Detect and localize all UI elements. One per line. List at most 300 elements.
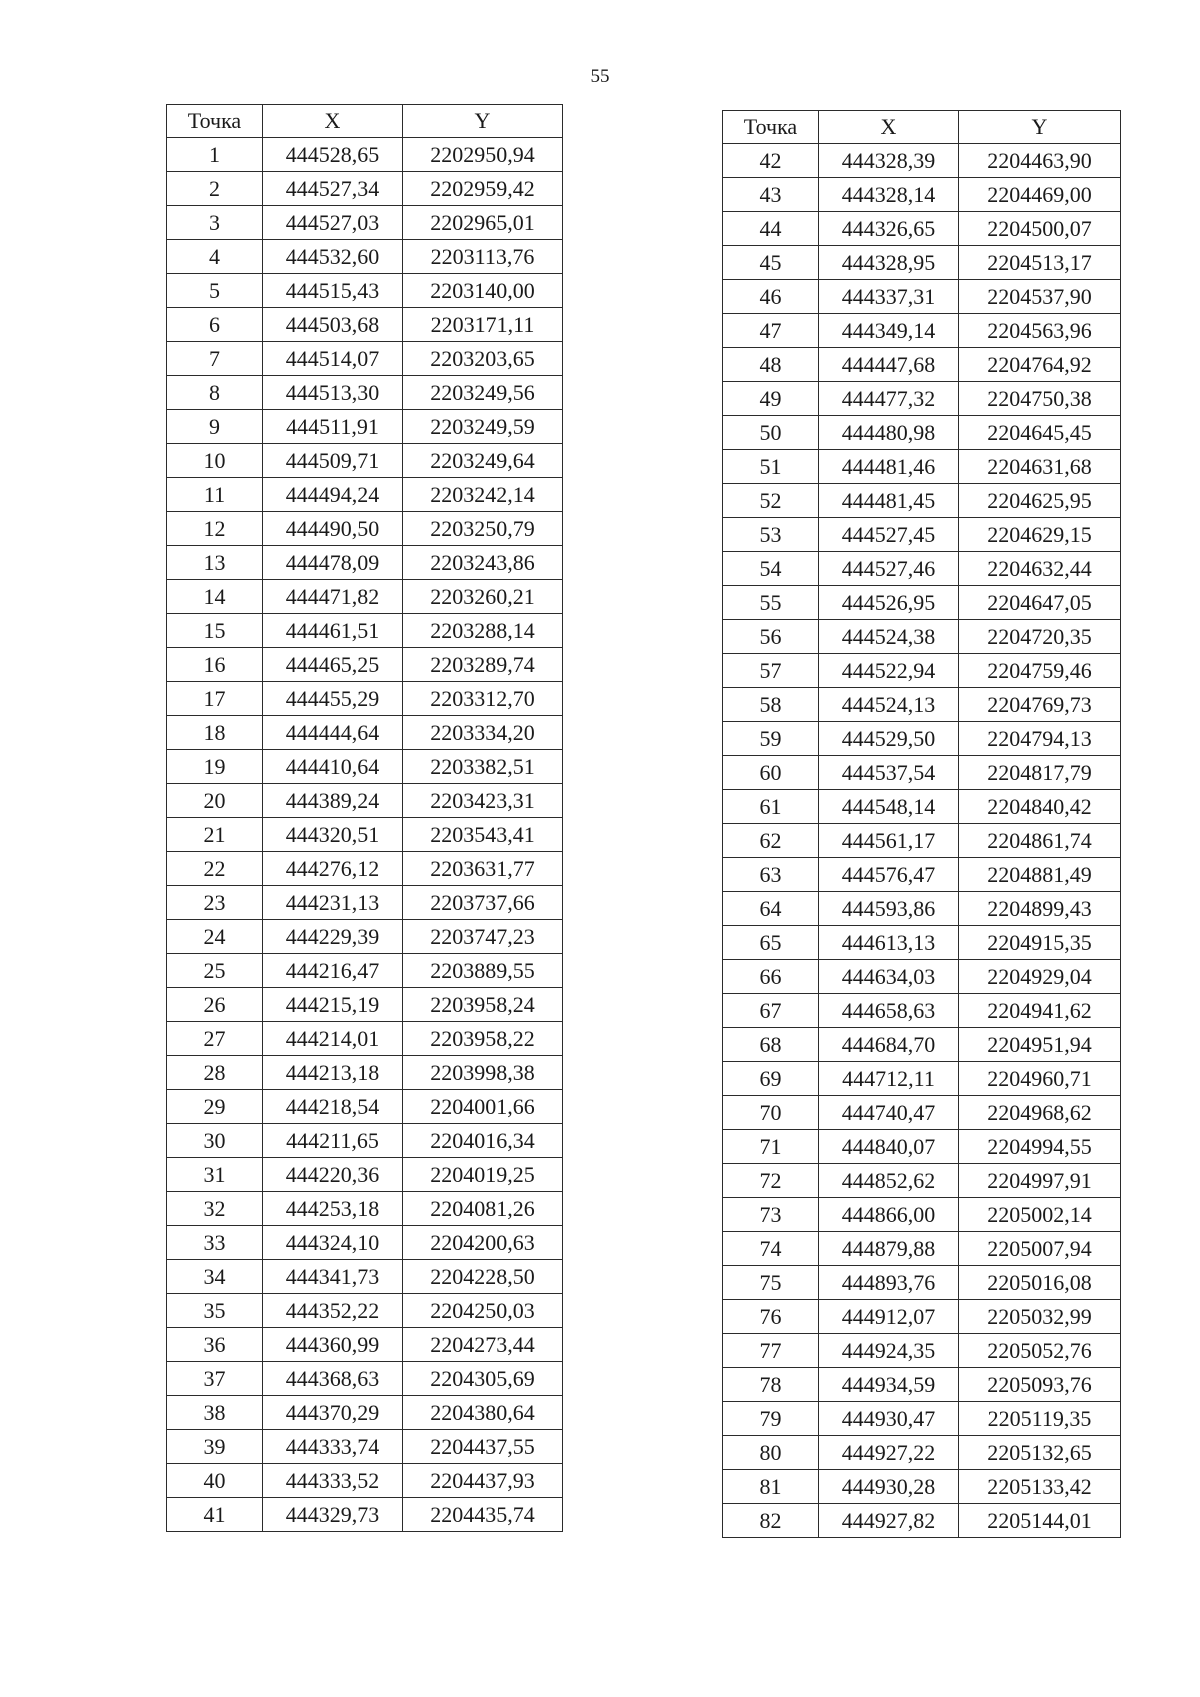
point-cell: 3 (167, 206, 263, 240)
x-cell: 444216,47 (263, 954, 403, 988)
table-row (167, 1022, 563, 1056)
table-row (167, 784, 563, 818)
y-cell: 2204250,03 (403, 1294, 563, 1328)
x-cell: 444537,54 (819, 756, 959, 790)
x-cell: 444840,07 (819, 1130, 959, 1164)
x-cell: 444220,36 (263, 1158, 403, 1192)
y-cell: 2204463,90 (959, 144, 1121, 178)
point-cell: 69 (723, 1062, 819, 1096)
y-cell: 2205133,42 (959, 1470, 1121, 1504)
y-cell: 2204437,93 (403, 1464, 563, 1498)
y-cell: 2203289,74 (403, 648, 563, 682)
table-row (723, 994, 1121, 1028)
x-cell: 444658,63 (819, 994, 959, 1028)
y-cell: 2204817,79 (959, 756, 1121, 790)
x-cell: 444503,68 (263, 308, 403, 342)
x-cell: 444410,64 (263, 750, 403, 784)
table-row (167, 1362, 563, 1396)
point-cell: 78 (723, 1368, 819, 1402)
x-cell: 444548,14 (819, 790, 959, 824)
table-row (723, 586, 1121, 620)
x-cell: 444368,63 (263, 1362, 403, 1396)
table-row (723, 960, 1121, 994)
y-cell: 2204769,73 (959, 688, 1121, 722)
y-cell: 2204994,55 (959, 1130, 1121, 1164)
table-row (167, 1294, 563, 1328)
table-row (167, 886, 563, 920)
y-cell: 2203998,38 (403, 1056, 563, 1090)
x-cell: 444333,74 (263, 1430, 403, 1464)
table-row (167, 954, 563, 988)
point-cell: 48 (723, 348, 819, 382)
point-cell: 18 (167, 716, 263, 750)
x-cell: 444927,82 (819, 1504, 959, 1538)
y-cell: 2205093,76 (959, 1368, 1121, 1402)
point-cell: 79 (723, 1402, 819, 1436)
y-cell: 2204625,95 (959, 484, 1121, 518)
table-row (723, 382, 1121, 416)
y-cell: 2204941,62 (959, 994, 1121, 1028)
point-cell: 23 (167, 886, 263, 920)
y-cell: 2204019,25 (403, 1158, 563, 1192)
x-cell: 444527,46 (819, 552, 959, 586)
header-y: Y (403, 105, 563, 138)
point-cell: 54 (723, 552, 819, 586)
table-row (167, 682, 563, 716)
point-cell: 46 (723, 280, 819, 314)
table-row (167, 546, 563, 580)
y-cell: 2203958,24 (403, 988, 563, 1022)
y-cell: 2204929,04 (959, 960, 1121, 994)
point-cell: 4 (167, 240, 263, 274)
y-cell: 2203423,31 (403, 784, 563, 818)
x-cell: 444524,38 (819, 620, 959, 654)
y-cell: 2203260,21 (403, 580, 563, 614)
table-row (167, 852, 563, 886)
point-cell: 42 (723, 144, 819, 178)
x-cell: 444511,91 (263, 410, 403, 444)
point-cell: 32 (167, 1192, 263, 1226)
x-cell: 444211,65 (263, 1124, 403, 1158)
y-cell: 2204881,49 (959, 858, 1121, 892)
y-cell: 2204647,05 (959, 586, 1121, 620)
x-cell: 444526,95 (819, 586, 959, 620)
table-header-row (167, 105, 563, 138)
point-cell: 33 (167, 1226, 263, 1260)
table-row (167, 580, 563, 614)
y-cell: 2204720,35 (959, 620, 1121, 654)
point-cell: 71 (723, 1130, 819, 1164)
x-cell: 444471,82 (263, 580, 403, 614)
x-cell: 444328,14 (819, 178, 959, 212)
y-cell: 2203249,56 (403, 376, 563, 410)
point-cell: 73 (723, 1198, 819, 1232)
table-row (167, 308, 563, 342)
x-cell: 444360,99 (263, 1328, 403, 1362)
point-cell: 5 (167, 274, 263, 308)
table-row (167, 1056, 563, 1090)
x-cell: 444465,25 (263, 648, 403, 682)
x-cell: 444527,34 (263, 172, 403, 206)
table-row (723, 552, 1121, 586)
table-row (167, 1464, 563, 1498)
y-cell: 2204750,38 (959, 382, 1121, 416)
table-row (723, 178, 1121, 212)
table-row (723, 484, 1121, 518)
y-cell: 2203958,22 (403, 1022, 563, 1056)
point-cell: 45 (723, 246, 819, 280)
table-row (167, 716, 563, 750)
point-cell: 30 (167, 1124, 263, 1158)
table-row (167, 818, 563, 852)
coordinates-table-left (166, 104, 563, 1532)
table-row (167, 1090, 563, 1124)
table-row (723, 1470, 1121, 1504)
y-cell: 2203250,79 (403, 512, 563, 546)
point-cell: 59 (723, 722, 819, 756)
y-cell: 2204228,50 (403, 1260, 563, 1294)
y-cell: 2204764,92 (959, 348, 1121, 382)
y-cell: 2203382,51 (403, 750, 563, 784)
x-cell: 444352,22 (263, 1294, 403, 1328)
table-row (167, 1430, 563, 1464)
point-cell: 56 (723, 620, 819, 654)
point-cell: 7 (167, 342, 263, 376)
table-row (723, 1096, 1121, 1130)
table-row (167, 172, 563, 206)
table-row (723, 144, 1121, 178)
y-cell: 2204305,69 (403, 1362, 563, 1396)
y-cell: 2204631,68 (959, 450, 1121, 484)
x-cell: 444927,22 (819, 1436, 959, 1470)
point-cell: 80 (723, 1436, 819, 1470)
x-cell: 444481,46 (819, 450, 959, 484)
point-cell: 28 (167, 1056, 263, 1090)
point-cell: 68 (723, 1028, 819, 1062)
point-cell: 27 (167, 1022, 263, 1056)
table-body-left (167, 138, 563, 1532)
table-row (167, 1158, 563, 1192)
y-cell: 2205016,08 (959, 1266, 1121, 1300)
y-cell: 2204759,46 (959, 654, 1121, 688)
y-cell: 2204081,26 (403, 1192, 563, 1226)
y-cell: 2204380,64 (403, 1396, 563, 1430)
y-cell: 2203889,55 (403, 954, 563, 988)
page-number: 55 (590, 66, 610, 87)
table-row (167, 1192, 563, 1226)
point-cell: 55 (723, 586, 819, 620)
y-cell: 2204840,42 (959, 790, 1121, 824)
x-cell: 444561,17 (819, 824, 959, 858)
x-cell: 444527,45 (819, 518, 959, 552)
point-cell: 65 (723, 926, 819, 960)
x-cell: 444370,29 (263, 1396, 403, 1430)
y-cell: 2203631,77 (403, 852, 563, 886)
table-body-right (723, 144, 1121, 1538)
table-row (167, 614, 563, 648)
x-cell: 444879,88 (819, 1232, 959, 1266)
point-cell: 82 (723, 1504, 819, 1538)
table-row (723, 1232, 1121, 1266)
table-row (167, 376, 563, 410)
x-cell: 444444,64 (263, 716, 403, 750)
y-cell: 2205144,01 (959, 1504, 1121, 1538)
y-cell: 2202950,94 (403, 138, 563, 172)
x-cell: 444328,95 (819, 246, 959, 280)
x-cell: 444320,51 (263, 818, 403, 852)
table-row (723, 654, 1121, 688)
y-cell: 2205007,94 (959, 1232, 1121, 1266)
x-cell: 444215,19 (263, 988, 403, 1022)
point-cell: 74 (723, 1232, 819, 1266)
table-row (723, 858, 1121, 892)
point-cell: 35 (167, 1294, 263, 1328)
y-cell: 2204794,13 (959, 722, 1121, 756)
x-cell: 444349,14 (819, 314, 959, 348)
y-cell: 2204951,94 (959, 1028, 1121, 1062)
table-row (167, 512, 563, 546)
y-cell: 2204968,62 (959, 1096, 1121, 1130)
table-row (167, 750, 563, 784)
y-cell: 2204645,45 (959, 416, 1121, 450)
table-row (723, 1368, 1121, 1402)
x-cell: 444852,62 (819, 1164, 959, 1198)
y-cell: 2203747,23 (403, 920, 563, 954)
table-row (167, 342, 563, 376)
point-cell: 13 (167, 546, 263, 580)
x-cell: 444527,03 (263, 206, 403, 240)
table-row (723, 348, 1121, 382)
y-cell: 2205132,65 (959, 1436, 1121, 1470)
point-cell: 9 (167, 410, 263, 444)
y-cell: 2204200,63 (403, 1226, 563, 1260)
point-cell: 2 (167, 172, 263, 206)
point-cell: 1 (167, 138, 263, 172)
y-cell: 2203334,20 (403, 716, 563, 750)
x-cell: 444333,52 (263, 1464, 403, 1498)
y-cell: 2203140,00 (403, 274, 563, 308)
point-cell: 21 (167, 818, 263, 852)
x-cell: 444480,98 (819, 416, 959, 450)
x-cell: 444214,01 (263, 1022, 403, 1056)
y-cell: 2204001,66 (403, 1090, 563, 1124)
point-cell: 40 (167, 1464, 263, 1498)
table-row (723, 824, 1121, 858)
point-cell: 37 (167, 1362, 263, 1396)
table-row (723, 1300, 1121, 1334)
y-cell: 2204915,35 (959, 926, 1121, 960)
x-cell: 444613,13 (819, 926, 959, 960)
table-row (723, 1266, 1121, 1300)
point-cell: 81 (723, 1470, 819, 1504)
coordinates-table-right (722, 110, 1121, 1538)
table-row (167, 920, 563, 954)
point-cell: 29 (167, 1090, 263, 1124)
point-cell: 70 (723, 1096, 819, 1130)
y-cell: 2204537,90 (959, 280, 1121, 314)
table-row (723, 246, 1121, 280)
table-row (167, 478, 563, 512)
x-cell: 444276,12 (263, 852, 403, 886)
point-cell: 36 (167, 1328, 263, 1362)
y-cell: 2204629,15 (959, 518, 1121, 552)
y-cell: 2203203,65 (403, 342, 563, 376)
table-row (723, 518, 1121, 552)
table-row (723, 926, 1121, 960)
x-cell: 444740,47 (819, 1096, 959, 1130)
point-cell: 24 (167, 920, 263, 954)
x-cell: 444253,18 (263, 1192, 403, 1226)
table-row (167, 444, 563, 478)
table-row (167, 206, 563, 240)
y-cell: 2203243,86 (403, 546, 563, 580)
point-cell: 57 (723, 654, 819, 688)
y-cell: 2204899,43 (959, 892, 1121, 926)
header-point: Точка (167, 105, 263, 138)
point-cell: 52 (723, 484, 819, 518)
x-cell: 444524,13 (819, 688, 959, 722)
y-cell: 2204632,44 (959, 552, 1121, 586)
point-cell: 76 (723, 1300, 819, 1334)
y-cell: 2203249,59 (403, 410, 563, 444)
point-cell: 44 (723, 212, 819, 246)
y-cell: 2205002,14 (959, 1198, 1121, 1232)
point-cell: 63 (723, 858, 819, 892)
table-row (167, 1226, 563, 1260)
table-row (723, 1130, 1121, 1164)
x-cell: 444634,03 (819, 960, 959, 994)
point-cell: 50 (723, 416, 819, 450)
y-cell: 2203113,76 (403, 240, 563, 274)
point-cell: 17 (167, 682, 263, 716)
x-cell: 444324,10 (263, 1226, 403, 1260)
point-cell: 11 (167, 478, 263, 512)
y-cell: 2205032,99 (959, 1300, 1121, 1334)
table-row (723, 212, 1121, 246)
point-cell: 53 (723, 518, 819, 552)
point-cell: 62 (723, 824, 819, 858)
table-row (723, 314, 1121, 348)
point-cell: 14 (167, 580, 263, 614)
point-cell: 34 (167, 1260, 263, 1294)
y-cell: 2203737,66 (403, 886, 563, 920)
x-cell: 444328,39 (819, 144, 959, 178)
x-cell: 444477,32 (819, 382, 959, 416)
point-cell: 25 (167, 954, 263, 988)
y-cell: 2203543,41 (403, 818, 563, 852)
y-cell: 2203312,70 (403, 682, 563, 716)
table-row (167, 410, 563, 444)
table-row (723, 892, 1121, 926)
y-cell: 2204997,91 (959, 1164, 1121, 1198)
point-cell: 58 (723, 688, 819, 722)
point-cell: 43 (723, 178, 819, 212)
table-row (723, 1062, 1121, 1096)
point-cell: 6 (167, 308, 263, 342)
x-cell: 444389,24 (263, 784, 403, 818)
x-cell: 444930,28 (819, 1470, 959, 1504)
x-cell: 444930,47 (819, 1402, 959, 1436)
y-cell: 2204513,17 (959, 246, 1121, 280)
point-cell: 39 (167, 1430, 263, 1464)
x-cell: 444341,73 (263, 1260, 403, 1294)
table-row (723, 280, 1121, 314)
x-cell: 444934,59 (819, 1368, 959, 1402)
y-cell: 2204437,55 (403, 1430, 563, 1464)
point-cell: 64 (723, 892, 819, 926)
header-x: X (819, 111, 959, 144)
x-cell: 444447,68 (819, 348, 959, 382)
x-cell: 444481,45 (819, 484, 959, 518)
point-cell: 60 (723, 756, 819, 790)
x-cell: 444515,43 (263, 274, 403, 308)
table-row (723, 1436, 1121, 1470)
x-cell: 444494,24 (263, 478, 403, 512)
table-row (723, 416, 1121, 450)
point-cell: 75 (723, 1266, 819, 1300)
point-cell: 31 (167, 1158, 263, 1192)
table-row (167, 1124, 563, 1158)
point-cell: 10 (167, 444, 263, 478)
y-cell: 2203249,64 (403, 444, 563, 478)
table-row (723, 1504, 1121, 1538)
point-cell: 26 (167, 988, 263, 1022)
y-cell: 2205119,35 (959, 1402, 1121, 1436)
y-cell: 2203171,11 (403, 308, 563, 342)
x-cell: 444329,73 (263, 1498, 403, 1532)
y-cell: 2204273,44 (403, 1328, 563, 1362)
x-cell: 444522,94 (819, 654, 959, 688)
table-row (723, 790, 1121, 824)
y-cell: 2203288,14 (403, 614, 563, 648)
x-cell: 444490,50 (263, 512, 403, 546)
table-row (167, 648, 563, 682)
x-cell: 444337,31 (819, 280, 959, 314)
point-cell: 38 (167, 1396, 263, 1430)
x-cell: 444478,09 (263, 546, 403, 580)
y-cell: 2205052,76 (959, 1334, 1121, 1368)
x-cell: 444509,71 (263, 444, 403, 478)
point-cell: 66 (723, 960, 819, 994)
x-cell: 444455,29 (263, 682, 403, 716)
x-cell: 444712,11 (819, 1062, 959, 1096)
point-cell: 16 (167, 648, 263, 682)
point-cell: 8 (167, 376, 263, 410)
x-cell: 444528,65 (263, 138, 403, 172)
table-row (167, 988, 563, 1022)
x-cell: 444532,60 (263, 240, 403, 274)
x-cell: 444514,07 (263, 342, 403, 376)
x-cell: 444529,50 (819, 722, 959, 756)
point-cell: 49 (723, 382, 819, 416)
table-row (167, 1498, 563, 1532)
x-cell: 444218,54 (263, 1090, 403, 1124)
y-cell: 2204016,34 (403, 1124, 563, 1158)
table-row (723, 1164, 1121, 1198)
y-cell: 2204563,96 (959, 314, 1121, 348)
point-cell: 51 (723, 450, 819, 484)
x-cell: 444326,65 (819, 212, 959, 246)
table-row (723, 756, 1121, 790)
point-cell: 15 (167, 614, 263, 648)
point-cell: 20 (167, 784, 263, 818)
y-cell: 2204861,74 (959, 824, 1121, 858)
x-cell: 444513,30 (263, 376, 403, 410)
header-x: X (263, 105, 403, 138)
point-cell: 67 (723, 994, 819, 1028)
table-row (723, 450, 1121, 484)
point-cell: 72 (723, 1164, 819, 1198)
